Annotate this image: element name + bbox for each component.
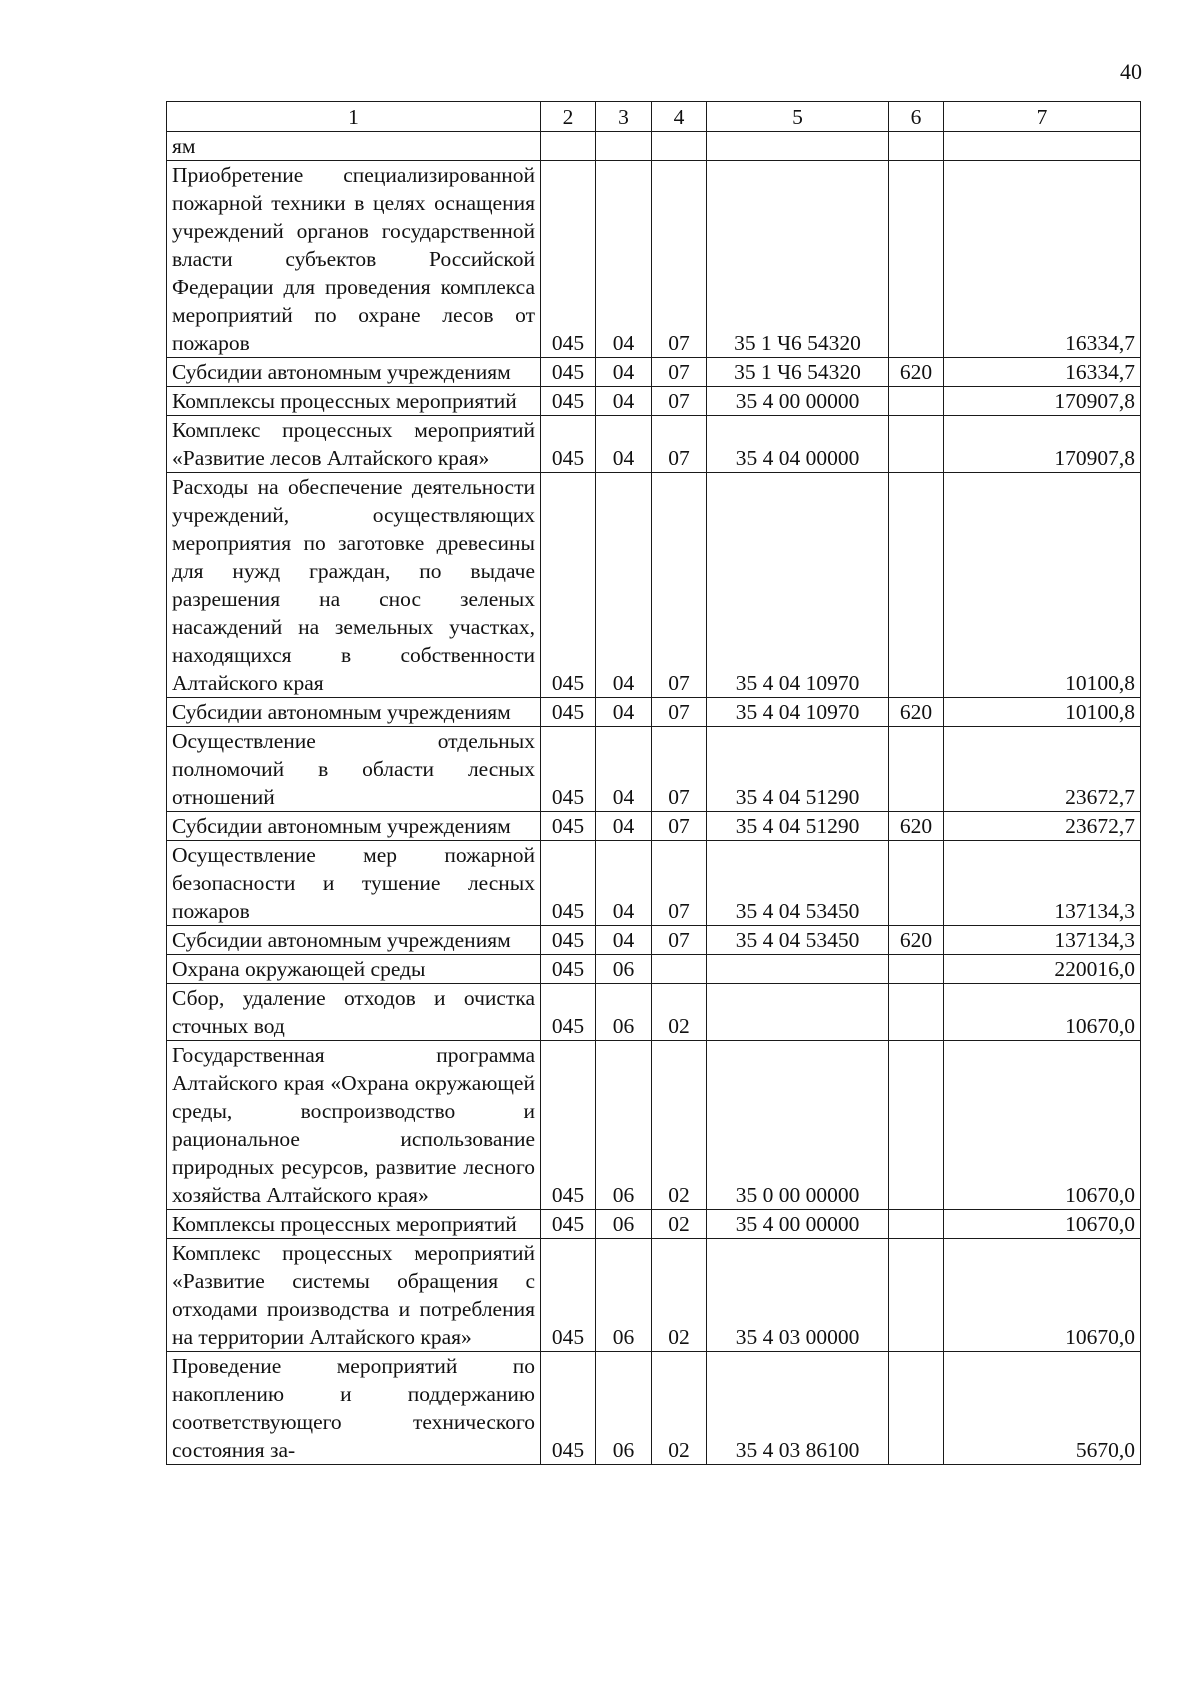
table-row bbox=[167, 161, 1141, 358]
expense-type-code bbox=[889, 132, 944, 161]
item-name: Расходы на обеспечение деятельности учреждений, осуществляющих мероприятия по заготовке древесины для нужд граждан, по выдаче разрешения на снос зеленых насаждений на земельных участках, находящихся в собственности Алтайского края bbox=[167, 473, 541, 698]
target-article-code: 35 4 04 10970 bbox=[707, 473, 889, 698]
section-code: 04 bbox=[596, 926, 652, 955]
ministry-code: 045 bbox=[541, 473, 596, 698]
expense-type-code bbox=[889, 955, 944, 984]
col-header-5: 5 bbox=[707, 102, 889, 132]
col-header-7: 7 bbox=[944, 102, 1141, 132]
section-code: 04 bbox=[596, 812, 652, 841]
target-article-code: 35 4 00 00000 bbox=[707, 387, 889, 416]
amount: 170907,8 bbox=[944, 416, 1141, 473]
item-name: Осуществление мер пожарной безопасности и тушение лесных пожаров bbox=[167, 841, 541, 926]
subsection-code: 02 bbox=[652, 1352, 707, 1465]
subsection-code: 02 bbox=[652, 1239, 707, 1352]
target-article-code: 35 1 Ч6 54320 bbox=[707, 358, 889, 387]
target-article-code: 35 4 04 51290 bbox=[707, 812, 889, 841]
table-row bbox=[167, 358, 1141, 387]
table-row bbox=[167, 841, 1141, 926]
col-header-6: 6 bbox=[889, 102, 944, 132]
amount: 10670,0 bbox=[944, 1239, 1141, 1352]
expense-type-code: 620 bbox=[889, 698, 944, 727]
item-name: ям bbox=[167, 132, 541, 161]
ministry-code: 045 bbox=[541, 955, 596, 984]
target-article-code: 35 4 04 51290 bbox=[707, 727, 889, 812]
item-name: Субсидии автономным учреждениям bbox=[167, 698, 541, 727]
section-code: 04 bbox=[596, 358, 652, 387]
ministry-code: 045 bbox=[541, 698, 596, 727]
item-name: Комплекс процессных мероприятий «Развитие системы обращения с отходами производства и потребления на территории Алтайского края» bbox=[167, 1239, 541, 1352]
col-header-3: 3 bbox=[596, 102, 652, 132]
ministry-code: 045 bbox=[541, 1239, 596, 1352]
expense-type-code bbox=[889, 416, 944, 473]
amount: 16334,7 bbox=[944, 161, 1141, 358]
table-body bbox=[167, 132, 1141, 1465]
amount: 137134,3 bbox=[944, 841, 1141, 926]
section-code: 04 bbox=[596, 698, 652, 727]
subsection-code: 07 bbox=[652, 416, 707, 473]
amount: 170907,8 bbox=[944, 387, 1141, 416]
expense-type-code bbox=[889, 473, 944, 698]
target-article-code bbox=[707, 955, 889, 984]
ministry-code: 045 bbox=[541, 161, 596, 358]
section-code: 04 bbox=[596, 841, 652, 926]
subsection-code: 02 bbox=[652, 1041, 707, 1210]
section-code: 06 bbox=[596, 1041, 652, 1210]
table-row bbox=[167, 955, 1141, 984]
amount: 5670,0 bbox=[944, 1352, 1141, 1465]
target-article-code: 35 4 04 00000 bbox=[707, 416, 889, 473]
expense-type-code bbox=[889, 727, 944, 812]
expense-type-code bbox=[889, 984, 944, 1041]
section-code: 06 bbox=[596, 984, 652, 1041]
table-row bbox=[167, 1210, 1141, 1239]
ministry-code: 045 bbox=[541, 358, 596, 387]
amount: 10100,8 bbox=[944, 698, 1141, 727]
ministry-code: 045 bbox=[541, 1352, 596, 1465]
ministry-code: 045 bbox=[541, 727, 596, 812]
col-header-1: 1 bbox=[167, 102, 541, 132]
section-code: 04 bbox=[596, 161, 652, 358]
item-name: Проведение мероприятий по накоплению и поддержанию соответствующего технического состояния за- bbox=[167, 1352, 541, 1465]
expense-type-code: 620 bbox=[889, 812, 944, 841]
ministry-code: 045 bbox=[541, 1210, 596, 1239]
expense-type-code bbox=[889, 1239, 944, 1352]
table-row bbox=[167, 984, 1141, 1041]
section-code: 04 bbox=[596, 473, 652, 698]
item-name: Охрана окружающей среды bbox=[167, 955, 541, 984]
expense-type-code bbox=[889, 1041, 944, 1210]
target-article-code: 35 0 00 00000 bbox=[707, 1041, 889, 1210]
amount: 10100,8 bbox=[944, 473, 1141, 698]
table-row bbox=[167, 416, 1141, 473]
table-row bbox=[167, 387, 1141, 416]
section-code bbox=[596, 132, 652, 161]
table-row bbox=[167, 1352, 1141, 1465]
col-header-2: 2 bbox=[541, 102, 596, 132]
table-row bbox=[167, 1041, 1141, 1210]
ministry-code: 045 bbox=[541, 984, 596, 1041]
table-row bbox=[167, 727, 1141, 812]
target-article-code: 35 4 04 53450 bbox=[707, 841, 889, 926]
target-article-code bbox=[707, 984, 889, 1041]
subsection-code: 07 bbox=[652, 358, 707, 387]
item-name: Сбор, удаление отходов и очистка сточных вод bbox=[167, 984, 541, 1041]
item-name: Комплексы процессных мероприятий bbox=[167, 1210, 541, 1239]
item-name: Осуществление отдельных полномочий в области лесных отношений bbox=[167, 727, 541, 812]
item-name: Государственная программа Алтайского края «Охрана окружающей среды, воспроизводство и рациональное использование природных ресурсов, развитие лесного хозяйства Алтайского края» bbox=[167, 1041, 541, 1210]
expense-type-code bbox=[889, 161, 944, 358]
col-header-4: 4 bbox=[652, 102, 707, 132]
page-number: 40 bbox=[1120, 59, 1142, 84]
section-code: 06 bbox=[596, 1352, 652, 1465]
table-row bbox=[167, 926, 1141, 955]
header-row bbox=[167, 102, 1141, 132]
subsection-code bbox=[652, 132, 707, 161]
target-article-code: 35 1 Ч6 54320 bbox=[707, 161, 889, 358]
ministry-code: 045 bbox=[541, 841, 596, 926]
item-name: Приобретение специализированной пожарной техники в целях оснащения учреждений органов государственной власти субъектов Российской Федерации для проведения комплекса мероприятий по охране лесов от пожаров bbox=[167, 161, 541, 358]
ministry-code: 045 bbox=[541, 416, 596, 473]
expense-type-code: 620 bbox=[889, 358, 944, 387]
section-code: 04 bbox=[596, 416, 652, 473]
target-article-code: 35 4 03 86100 bbox=[707, 1352, 889, 1465]
subsection-code: 07 bbox=[652, 926, 707, 955]
amount: 10670,0 bbox=[944, 984, 1141, 1041]
subsection-code: 07 bbox=[652, 841, 707, 926]
subsection-code: 02 bbox=[652, 1210, 707, 1239]
subsection-code bbox=[652, 955, 707, 984]
table-row bbox=[167, 812, 1141, 841]
ministry-code: 045 bbox=[541, 926, 596, 955]
ministry-code: 045 bbox=[541, 1041, 596, 1210]
subsection-code: 07 bbox=[652, 727, 707, 812]
subsection-code: 07 bbox=[652, 161, 707, 358]
amount: 23672,7 bbox=[944, 727, 1141, 812]
expense-type-code bbox=[889, 1352, 944, 1465]
ministry-code: 045 bbox=[541, 387, 596, 416]
amount: 23672,7 bbox=[944, 812, 1141, 841]
amount bbox=[944, 132, 1141, 161]
subsection-code: 07 bbox=[652, 698, 707, 727]
amount: 137134,3 bbox=[944, 926, 1141, 955]
expense-type-code: 620 bbox=[889, 926, 944, 955]
subsection-code: 07 bbox=[652, 473, 707, 698]
target-article-code: 35 4 04 53450 bbox=[707, 926, 889, 955]
expense-type-code bbox=[889, 841, 944, 926]
table-row bbox=[167, 132, 1141, 161]
item-name: Субсидии автономным учреждениям bbox=[167, 358, 541, 387]
item-name: Субсидии автономным учреждениям bbox=[167, 926, 541, 955]
ministry-code bbox=[541, 132, 596, 161]
table-row bbox=[167, 473, 1141, 698]
section-code: 04 bbox=[596, 387, 652, 416]
amount: 220016,0 bbox=[944, 955, 1141, 984]
target-article-code: 35 4 03 00000 bbox=[707, 1239, 889, 1352]
item-name: Субсидии автономным учреждениям bbox=[167, 812, 541, 841]
amount: 10670,0 bbox=[944, 1210, 1141, 1239]
section-code: 04 bbox=[596, 727, 652, 812]
target-article-code: 35 4 00 00000 bbox=[707, 1210, 889, 1239]
subsection-code: 07 bbox=[652, 812, 707, 841]
subsection-code: 02 bbox=[652, 984, 707, 1041]
table-row bbox=[167, 1239, 1141, 1352]
amount: 16334,7 bbox=[944, 358, 1141, 387]
subsection-code: 07 bbox=[652, 387, 707, 416]
expense-type-code bbox=[889, 387, 944, 416]
budget-table bbox=[166, 101, 1141, 1465]
table-row bbox=[167, 698, 1141, 727]
section-code: 06 bbox=[596, 1239, 652, 1352]
target-article-code: 35 4 04 10970 bbox=[707, 698, 889, 727]
ministry-code: 045 bbox=[541, 812, 596, 841]
item-name: Комплекс процессных мероприятий «Развитие лесов Алтайского края» bbox=[167, 416, 541, 473]
section-code: 06 bbox=[596, 1210, 652, 1239]
amount: 10670,0 bbox=[944, 1041, 1141, 1210]
expense-type-code bbox=[889, 1210, 944, 1239]
item-name: Комплексы процессных мероприятий bbox=[167, 387, 541, 416]
target-article-code bbox=[707, 132, 889, 161]
section-code: 06 bbox=[596, 955, 652, 984]
